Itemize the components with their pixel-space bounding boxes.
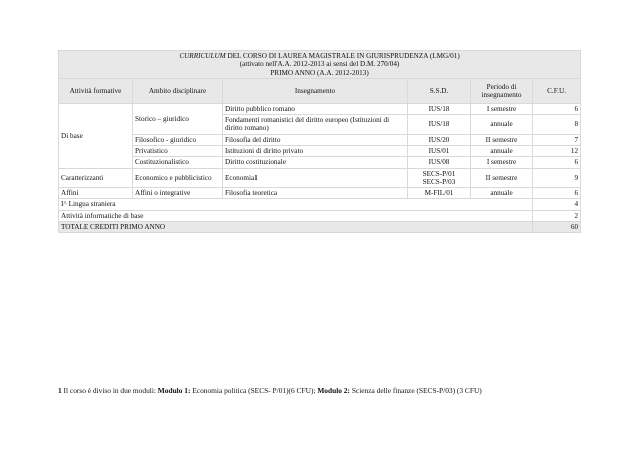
total-row xyxy=(59,221,581,232)
cell-caratterizzanti: Caratterizzanti xyxy=(59,168,133,188)
cell-periodo: I semestre xyxy=(471,103,533,114)
footnote-number: 1 xyxy=(58,386,62,395)
footnote-module2: Modulo 2: xyxy=(317,386,350,395)
cell-ambito: Affini o integrative xyxy=(133,188,223,199)
table-row xyxy=(59,210,581,221)
cell-cfu: 6 xyxy=(533,157,581,168)
cell-ssd: IUS/20 xyxy=(408,134,471,145)
cell-informatiche: Attività informatiche di base xyxy=(59,210,533,221)
cell-ambito: Economico e pubblicistico xyxy=(133,168,223,188)
cell-periodo: II semestre xyxy=(471,134,533,145)
cell-insegnamento: Diritto costituzionale xyxy=(223,157,408,168)
cell-insegnamento: Filosofia teoretica xyxy=(223,188,408,199)
table-title xyxy=(59,51,581,79)
footnote-ref: 1 xyxy=(254,173,258,182)
header-periodo: Periodo di insegnamento xyxy=(471,78,533,103)
economia-label: Economia xyxy=(225,173,255,182)
header-insegnamento: Insegnamento xyxy=(223,78,408,103)
cell-ssd: IUS/08 xyxy=(408,157,471,168)
table-row xyxy=(59,145,581,156)
total-cfu: 60 xyxy=(533,221,581,232)
cell-cfu: 2 xyxy=(533,210,581,221)
cell-periodo: annuale xyxy=(471,188,533,199)
footnote-text3: Scienza delle finanze (SECS-P/03) (3 CFU) xyxy=(349,386,482,395)
header-attivita: Attività formative xyxy=(59,78,133,103)
cell-periodo: II semestre xyxy=(471,168,533,188)
cell-periodo: annuale xyxy=(471,145,533,156)
title-italic: CURRICULUM xyxy=(179,52,226,60)
ssd-line: SECS-P/01 xyxy=(422,169,456,178)
header-cfu: C.F.U. xyxy=(533,78,581,103)
cell-insegnamento: Istituzioni di diritto privato xyxy=(223,145,408,156)
cell-cfu: 4 xyxy=(533,199,581,210)
table-row xyxy=(59,134,581,145)
cell-affini: Affini xyxy=(59,188,133,199)
footnote-text1: Il corso è diviso in due moduli: xyxy=(61,386,158,395)
cell-di-base: Di base xyxy=(59,103,133,168)
footnote-module1: Modulo 1: xyxy=(157,386,191,395)
cell-periodo: annuale xyxy=(471,115,533,135)
cell-insegnamento: Filosofia del diritto xyxy=(223,134,408,145)
cell-ambito: Privatistico xyxy=(133,145,223,156)
table-row xyxy=(59,157,581,168)
total-label: TOTALE CREDITI PRIMO ANNO xyxy=(59,221,533,232)
cell-ssd: IUS/01 xyxy=(408,145,471,156)
cell-ssd: IUS/18 xyxy=(408,115,471,135)
cell-ambito: Costituzionalistico xyxy=(133,157,223,168)
cell-ssd xyxy=(408,168,471,188)
cell-periodo: I semestre xyxy=(471,157,533,168)
table-row xyxy=(59,188,581,199)
title-line3: PRIMO ANNO (A.A. 2012-2013) xyxy=(270,68,369,77)
cell-ambito: Filosofico - giuridico xyxy=(133,134,223,145)
cell-cfu: 8 xyxy=(533,115,581,135)
cell-cfu: 9 xyxy=(533,168,581,188)
title-line2: (attivato nell'A.A. 2012-2013 ai sensi del D.M. 270/04) xyxy=(239,60,400,69)
cell-insegnamento xyxy=(223,168,408,188)
table-row xyxy=(59,168,581,188)
ssd-line: SECS-P/03 xyxy=(422,177,456,186)
cell-ssd: M-FIL/01 xyxy=(408,188,471,199)
footnote-text2: Economia politica (SECS- P/01)(6 CFU); xyxy=(190,386,318,395)
header-ambito: Ambito disciplinare xyxy=(133,78,223,103)
header-ssd: S.S.D. xyxy=(408,78,471,103)
table-row xyxy=(59,103,581,114)
cell-cfu: 6 xyxy=(533,188,581,199)
title-row xyxy=(59,51,581,79)
curriculum-page xyxy=(58,50,580,233)
cell-storico: Storico – giuridico xyxy=(133,103,223,134)
cell-cfu: 12 xyxy=(533,145,581,156)
cell-cfu: 7 xyxy=(533,134,581,145)
cell-cfu: 6 xyxy=(533,103,581,114)
cell-ssd: IUS/18 xyxy=(408,103,471,114)
footnote xyxy=(58,386,618,395)
cell-insegnamento: Diritto pubblico romano xyxy=(223,103,408,114)
cell-lingua: I^ Lingua straniera xyxy=(59,199,533,210)
curriculum-table xyxy=(58,50,581,233)
table-row xyxy=(59,199,581,210)
header-row xyxy=(59,78,581,103)
cell-insegnamento: Fondamenti romanistici del diritto europeo (Istituzioni di diritto romano) xyxy=(223,115,408,135)
title-line1: DEL CORSO DI LAUREA MAGISTRALE IN GIURISPRUDENZA (LMG/01) xyxy=(225,52,460,60)
